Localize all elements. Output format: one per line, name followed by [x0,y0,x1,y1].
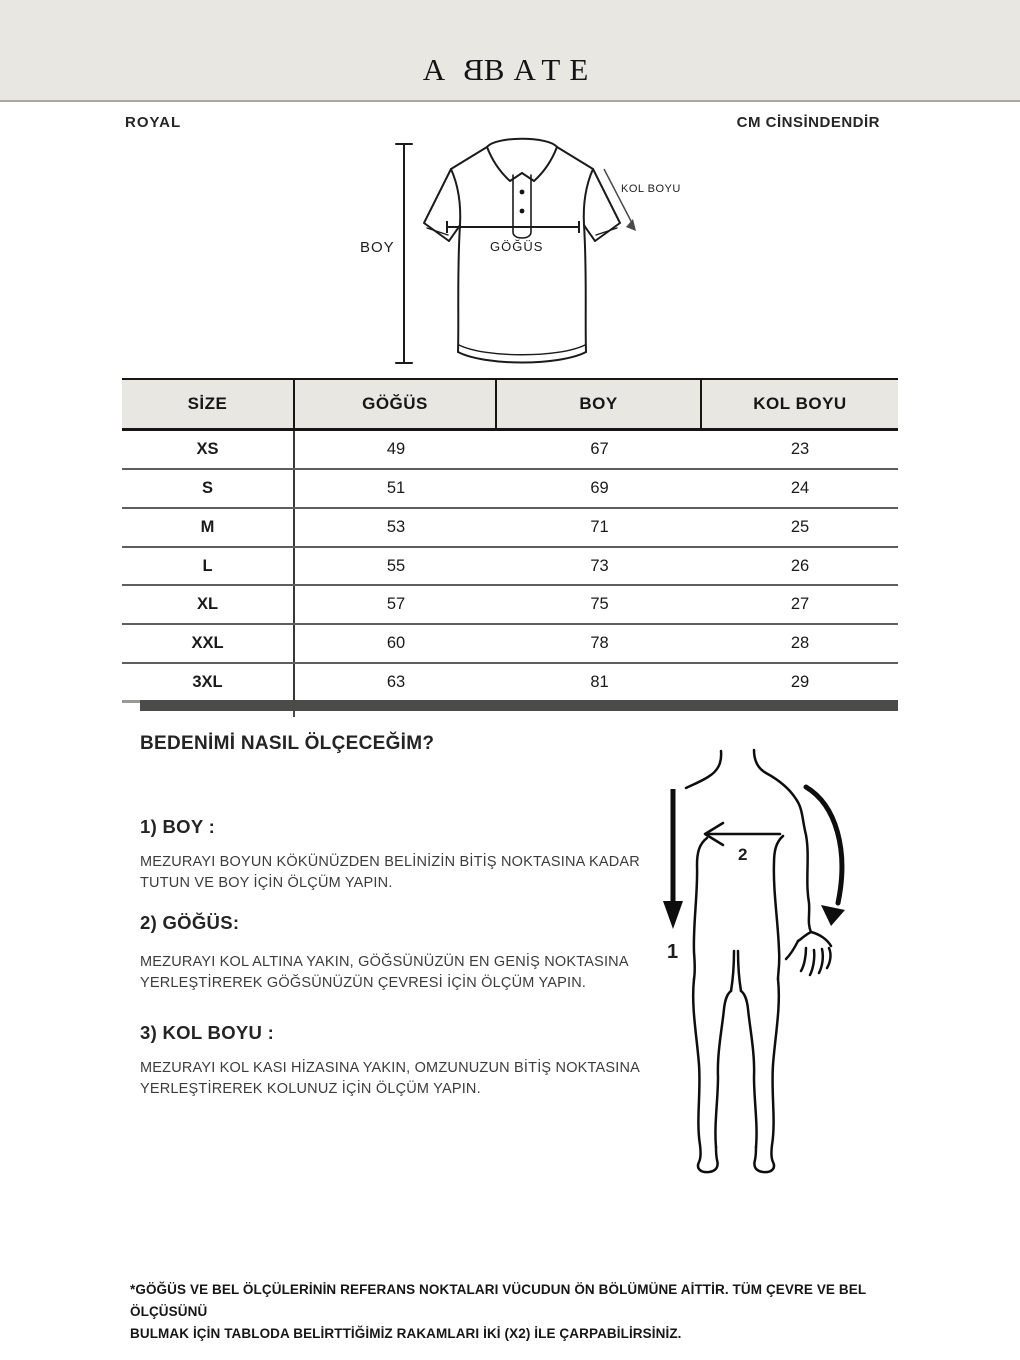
table-bottom-thin-line [122,700,140,703]
cell-gogus: 57 [386,595,406,614]
gogus-label: GÖĞÜS [490,239,544,254]
section-body-boy: MEZURAYI BOYUN KÖKÜNÜZDEN BELİNİZİN BİTİŞ NOKTASINA KADAR TUTUN VE BOY İÇİN ÖLÇÜM YAPIN. [140,854,640,891]
gogus-arrow [705,823,780,845]
placket-buttons [520,190,525,214]
cell-gogus: 55 [386,556,406,575]
table-row [122,548,898,587]
cell-boy: 81 [590,673,609,692]
footnote [130,1279,915,1345]
cell-kol: 26 [790,556,810,575]
logo-mirrored-b: B [454,52,484,87]
cell-gogus: 60 [386,634,406,653]
product-line-label: ROYAL [125,114,182,131]
size-table [122,378,898,701]
section-body-gogus: MEZURAYI KOL ALTINA YAKIN, GÖĞSÜNÜZÜN EN GENİŞ NOKTASINA YERLEŞTİREREK GÖĞSÜNÜZÜN ÇEVRESİ İÇİN ÖLÇÜM YAPIN. [140,954,628,991]
cell-boy: 78 [590,634,609,653]
cell-boy: 71 [590,517,609,536]
guide-title: BEDENİMİ NASIL ÖLÇECEĞİM? [140,733,435,754]
table-row [122,625,898,664]
cell-gogus: 49 [386,439,406,458]
cell-size: XXL [122,625,295,662]
figure-label-1: 1 [667,941,679,963]
size-table-header-row [122,378,898,431]
kol-boyu-curved-arrow [806,787,845,926]
table-row [122,431,898,470]
cell-size: L [122,548,295,585]
cell-size: S [122,470,295,507]
header-band [0,0,1020,102]
section-heading-boy: 1) BOY : [140,816,216,837]
cell-kol: 29 [790,673,810,692]
boy-measure-line [396,144,412,363]
table-row [122,470,898,509]
cell-boy: 73 [590,556,609,575]
figure-label-2: 2 [738,845,748,864]
cell-kol: 27 [790,595,810,614]
kol-boyu-label: KOL BOYU [621,183,681,195]
size-column-divider-extension [293,700,295,717]
cell-size: XS [122,431,295,468]
boy-label: BOY [360,239,395,256]
logo-letter-a: A [422,52,455,87]
cell-kol: 28 [790,634,810,653]
column-header-size: SİZE [122,380,295,428]
cell-gogus: 51 [386,478,406,497]
cell-size: M [122,509,295,546]
cell-gogus: 63 [386,673,406,692]
footnote-line-1: *GÖĞÜS VE BEL ÖLÇÜLERİNİN REFERANS NOKTALARI VÜCUDUN ÖN BÖLÜMÜNE AİTTİR. TÜM ÇEVRE VE BEL ÖLÇÜSÜNÜ [130,1282,866,1319]
cell-kol: 23 [790,439,810,458]
cell-size: 3XL [122,664,295,701]
size-table-body [122,431,898,701]
unit-note-label: CM CİNSİNDENDİR [736,114,880,131]
section-heading-gogus: 2) GÖĞÜS: [140,912,240,933]
cell-size: XL [122,586,295,623]
cell-kol: 25 [790,517,810,536]
section-body-kol-boyu: MEZURAYI KOL KASI HİZASINA YAKIN, OMZUNUZUN BİTİŞ NOKTASINA YERLEŞTİREREK KOLUNUZ İÇİN ÖLÇÜM YAPIN. [140,1060,640,1097]
column-header-kol-boyu: KOL BOYU [753,394,847,413]
cell-gogus: 53 [386,517,406,536]
table-row [122,509,898,548]
footnote-line-2: BULMAK İÇİN TABLODA BELİRTTİĞİMİZ RAKAMLARI İKİ (X2) İLE ÇARPABİLİRSİNİZ. [130,1326,682,1341]
table-bottom-bar [140,700,898,711]
table-row [122,664,898,701]
boy-arrow [663,789,683,929]
cell-boy: 67 [590,439,609,458]
polo-shirt-diagram [340,132,700,378]
cell-boy: 69 [590,478,609,497]
brand-logo [423,52,598,88]
section-heading-kol-boyu: 3) KOL BOYU : [140,1022,275,1043]
body-outline [686,750,831,1172]
cell-boy: 75 [590,595,609,614]
logo-rest: BATE [483,52,598,87]
column-header-gogus: GÖĞÜS [295,380,497,428]
cell-kol: 24 [790,478,810,497]
column-header-boy: BOY [497,380,702,428]
table-row [122,586,898,625]
body-measurement-figure [650,745,890,1185]
